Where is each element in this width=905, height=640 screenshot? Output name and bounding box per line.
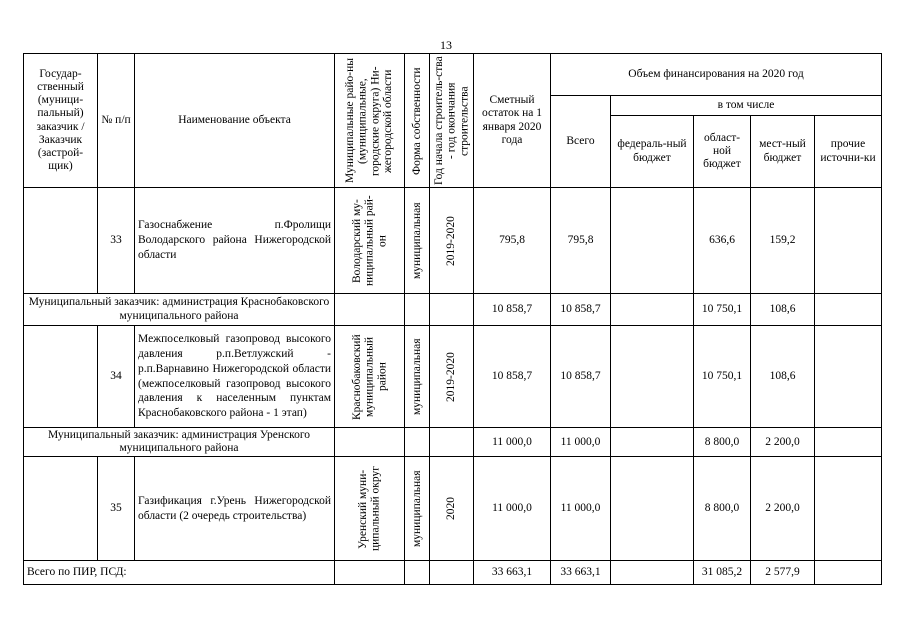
header-number: № п/п xyxy=(98,54,135,188)
ownership: муниципальная xyxy=(405,457,430,561)
customer-cell xyxy=(24,326,98,428)
district: Володарский му-ниципальный рай-он xyxy=(335,188,405,294)
header-funding: Объем финансирования на 2020 год xyxy=(551,54,882,96)
header-federal: федераль-ный бюджет xyxy=(611,116,694,188)
empty-cell xyxy=(430,561,474,585)
other-value xyxy=(815,188,882,294)
empty-cell xyxy=(405,561,430,585)
empty-cell xyxy=(335,294,405,326)
empty-cell xyxy=(430,294,474,326)
total-value: 795,8 xyxy=(551,188,611,294)
subtotal-row xyxy=(24,428,882,457)
header-years: Год начала строитель-ства - год окончания строительства xyxy=(430,54,474,188)
customer-cell xyxy=(24,188,98,294)
other-value xyxy=(815,294,882,326)
estimate-value: 795,8 xyxy=(474,188,551,294)
total-value: 11 000,0 xyxy=(551,457,611,561)
other-value xyxy=(815,326,882,428)
subtotal-row xyxy=(24,294,882,326)
federal-value xyxy=(611,428,694,457)
header-district: Муниципальные райо-ны (муниципальные, городские округа) Ни-жегородской области xyxy=(335,54,405,188)
local-value: 108,6 xyxy=(751,326,815,428)
header-customer: Государ-ственный (муници-пальный) заказчик / Заказчик (застрой-щик) xyxy=(24,54,98,188)
local-value: 2 577,9 xyxy=(751,561,815,585)
total-value: 10 858,7 xyxy=(551,326,611,428)
ownership: муниципальная xyxy=(405,326,430,428)
table-row xyxy=(24,326,882,428)
other-value xyxy=(815,428,882,457)
estimate-value: 33 663,1 xyxy=(474,561,551,585)
total-value: 33 663,1 xyxy=(551,561,611,585)
customer-label: Муниципальный заказчик: администрация Краснобаковского муниципального района xyxy=(24,294,335,326)
regional-value: 8 800,0 xyxy=(694,428,751,457)
regional-value: 636,6 xyxy=(694,188,751,294)
years: 2019-2020 xyxy=(430,326,474,428)
empty-cell xyxy=(405,294,430,326)
years: 2019-2020 xyxy=(430,188,474,294)
header-object-name: Наименование объекта xyxy=(135,54,335,188)
header-regional: област-ной бюджет xyxy=(694,116,751,188)
total-label: Всего по ПИР, ПСД: xyxy=(24,561,335,585)
total-value: 10 858,7 xyxy=(551,294,611,326)
regional-value: 10 750,1 xyxy=(694,294,751,326)
page-number: 13 xyxy=(440,38,452,52)
header-including: в том числе xyxy=(611,96,882,116)
other-value xyxy=(815,561,882,585)
empty-cell xyxy=(405,428,430,457)
regional-value: 31 085,2 xyxy=(694,561,751,585)
customer-cell xyxy=(24,457,98,561)
estimate-value: 10 858,7 xyxy=(474,326,551,428)
ownership: муниципальная xyxy=(405,188,430,294)
header-other: прочие источни-ки xyxy=(815,116,882,188)
empty-cell xyxy=(335,428,405,457)
estimate-value: 11 000,0 xyxy=(474,428,551,457)
federal-value xyxy=(611,561,694,585)
estimate-value: 10 858,7 xyxy=(474,294,551,326)
header-ownership: Форма собственности xyxy=(405,54,430,188)
object-name: Газификация г.Урень Нижегородской области (2 очередь строительства) xyxy=(135,457,335,561)
customer-label: Муниципальный заказчик: администрация Уренского муниципального района xyxy=(24,428,335,457)
total-value: 11 000,0 xyxy=(551,428,611,457)
financing-table xyxy=(23,53,882,585)
header-total: Всего xyxy=(551,96,611,188)
federal-value xyxy=(611,294,694,326)
local-value: 2 200,0 xyxy=(751,457,815,561)
regional-value: 8 800,0 xyxy=(694,457,751,561)
years: 2020 xyxy=(430,457,474,561)
table-row xyxy=(24,188,882,294)
row-number: 34 xyxy=(98,326,135,428)
other-value xyxy=(815,457,882,561)
federal-value xyxy=(611,188,694,294)
local-value: 2 200,0 xyxy=(751,428,815,457)
row-number: 33 xyxy=(98,188,135,294)
estimate-value: 11 000,0 xyxy=(474,457,551,561)
federal-value xyxy=(611,457,694,561)
header-local: мест-ный бюджет xyxy=(751,116,815,188)
object-name: Газоснабжение п.Фролищи Володарского района Нижегородской области xyxy=(135,188,335,294)
total-row xyxy=(24,561,882,585)
federal-value xyxy=(611,326,694,428)
object-name: Межпоселковый газопровод высокого давления р.п.Ветлужский - р.п.Варнавино Нижегородской области (межпоселковый газопровод высокого давления к населенным пунктам Краснобаковского района - 1 этап) xyxy=(135,326,335,428)
district: Краснобаковский муниципальный район xyxy=(335,326,405,428)
local-value: 108,6 xyxy=(751,294,815,326)
empty-cell xyxy=(430,428,474,457)
local-value: 159,2 xyxy=(751,188,815,294)
empty-cell xyxy=(335,561,405,585)
district: Уренский муни-ципальный округ xyxy=(335,457,405,561)
regional-value: 10 750,1 xyxy=(694,326,751,428)
header-estimate: Сметный остаток на 1 января 2020 года xyxy=(474,54,551,188)
table-row xyxy=(24,457,882,561)
row-number: 35 xyxy=(98,457,135,561)
